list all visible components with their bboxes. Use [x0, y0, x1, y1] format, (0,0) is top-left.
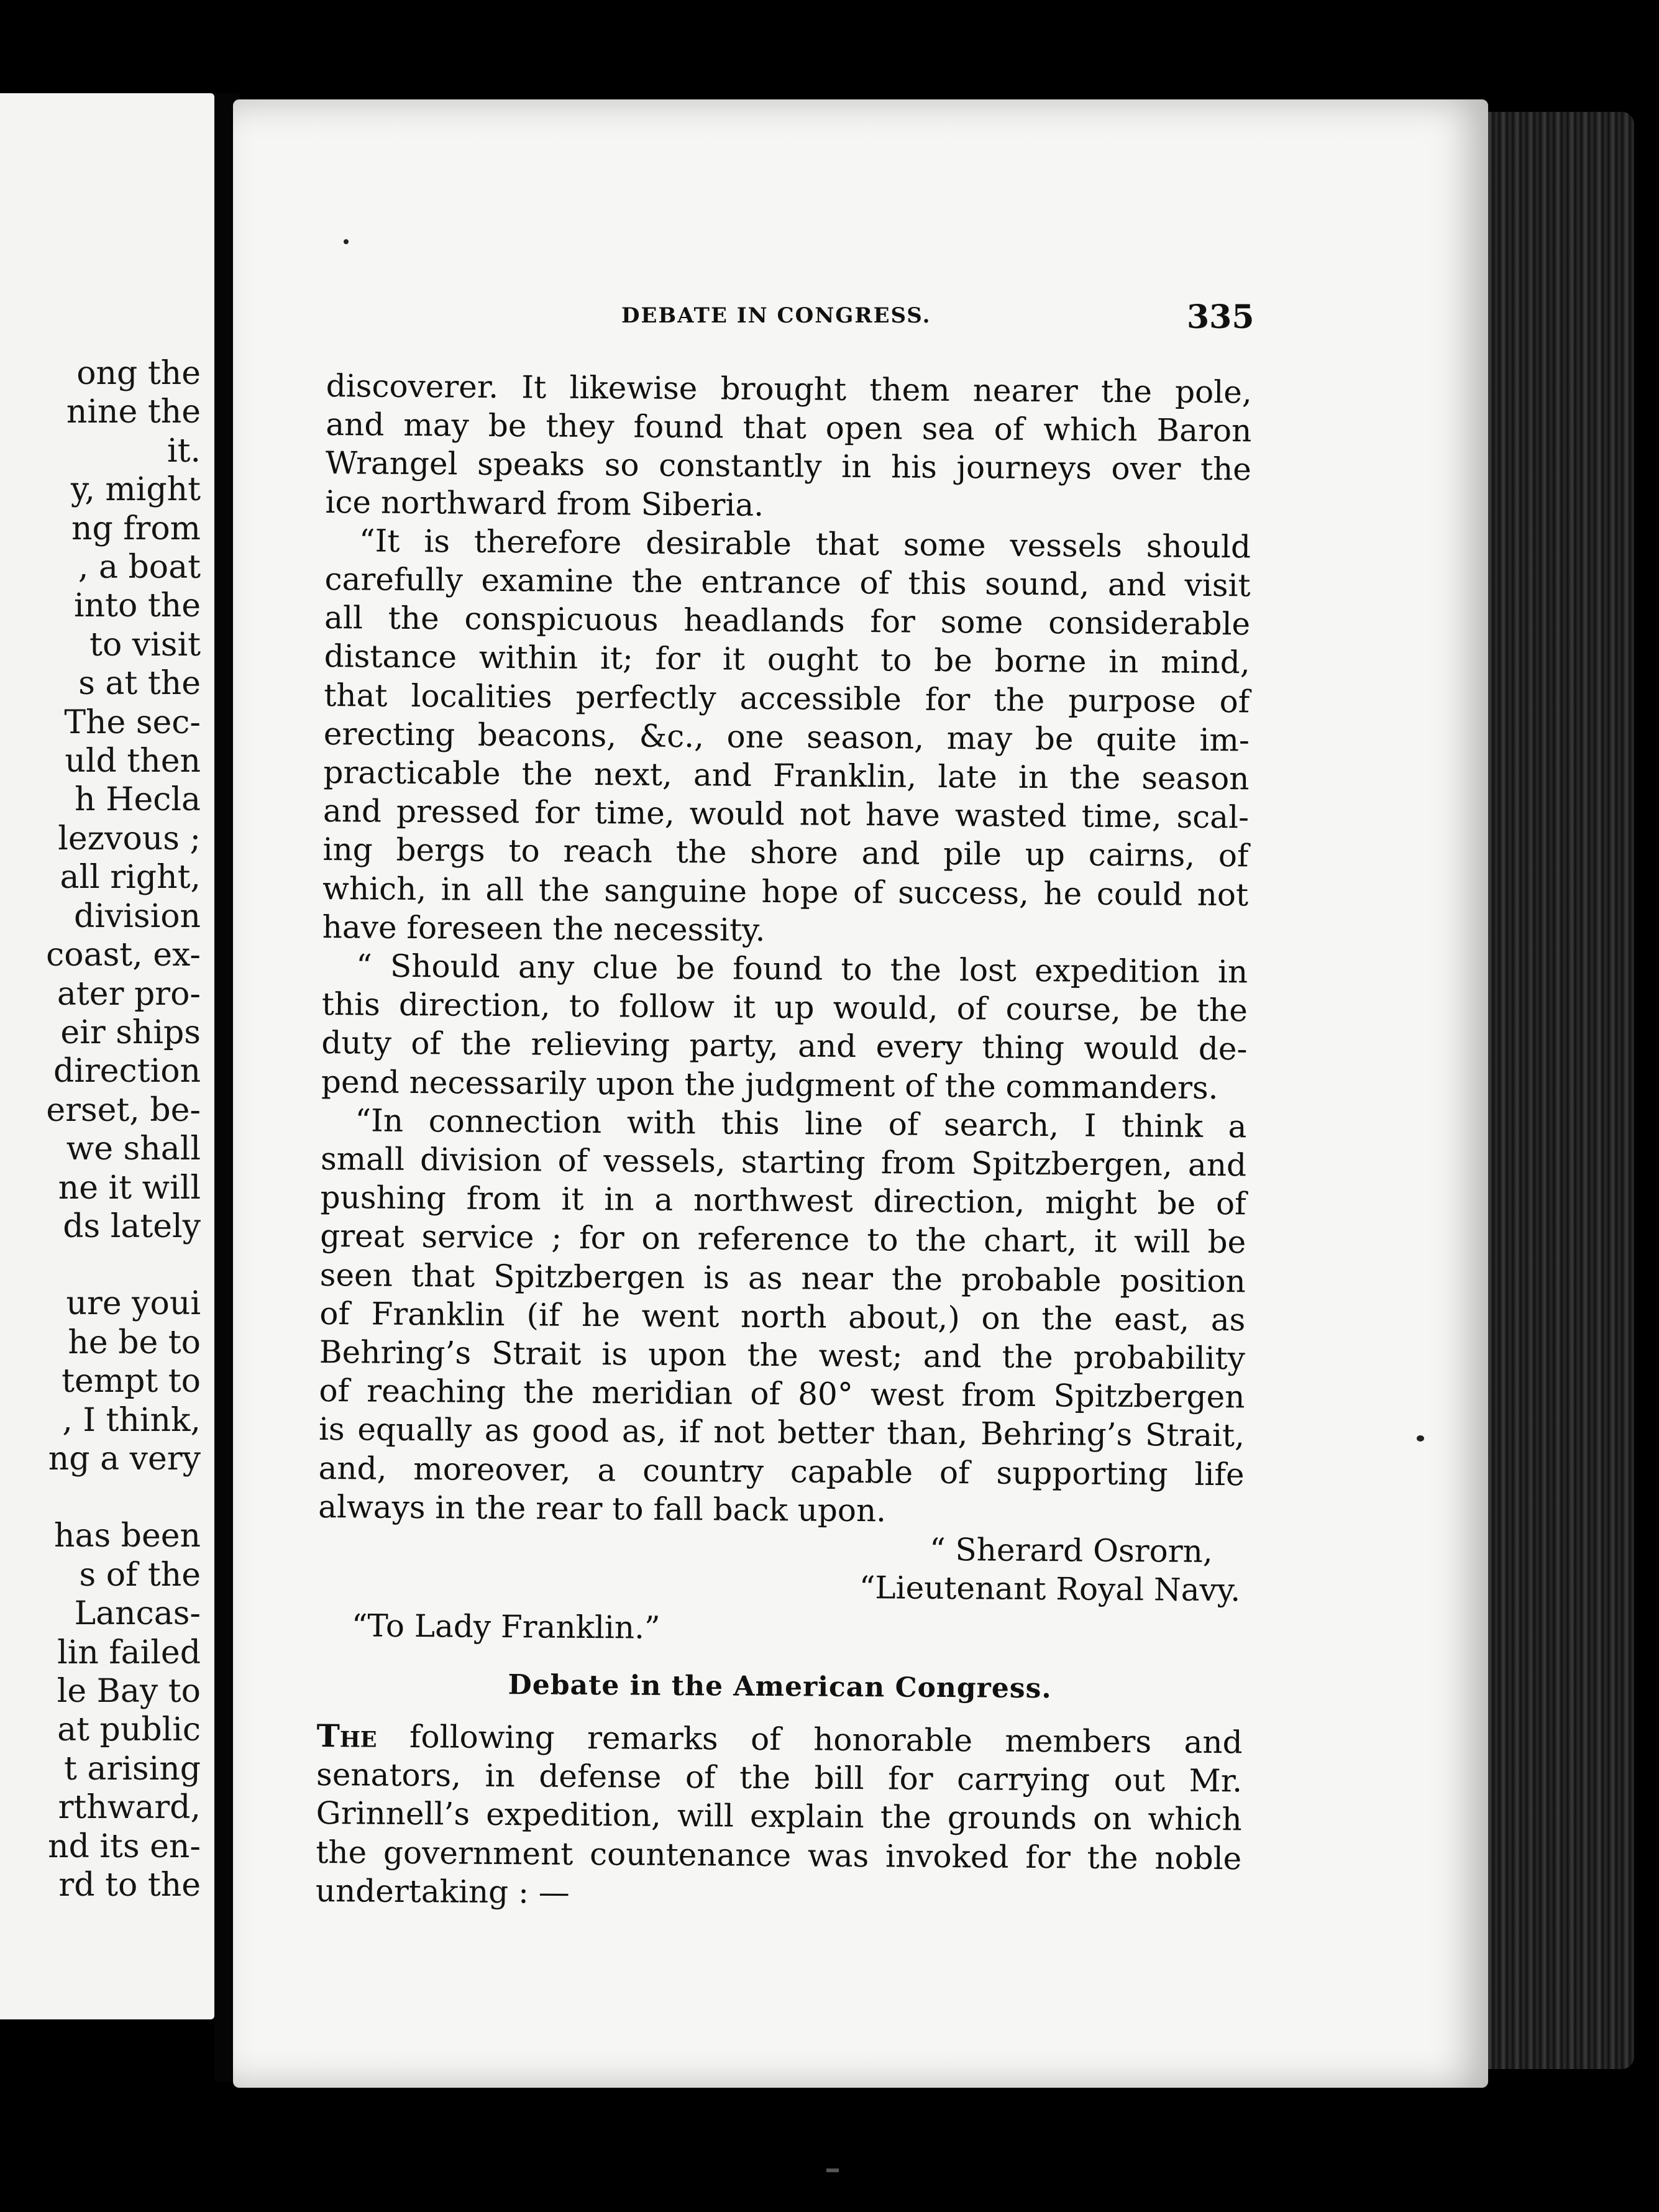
body-line: “ Should any clue be found to the lost expedition in: [356, 948, 1248, 990]
body-line: distance within it; for it ought to be borne in mind,: [324, 638, 1250, 681]
body-line: small division of vessels, starting from Spitzbergen, and: [320, 1141, 1247, 1184]
section-line: Grinnell’s expedition, will explain the grounds on which: [316, 1795, 1242, 1838]
body-line: always in the rear to fall back upon.: [318, 1488, 887, 1529]
facing-page-line: coast, ex-: [46, 936, 201, 974]
facing-page-line: h Hecla: [75, 781, 201, 819]
section-lead-word: The: [316, 1717, 377, 1755]
facing-page-line: s of the: [79, 1556, 201, 1594]
facing-page-line: lezvous ;: [58, 820, 201, 857]
body-line: is equally as good as, if not better than, Behring’s Strait,: [318, 1411, 1245, 1454]
facing-page-line: ne it will: [58, 1169, 201, 1207]
facing-page-line: rthward,: [58, 1789, 201, 1827]
body-line: carefully examine the entrance of this sound, and visit: [324, 561, 1251, 604]
facing-page-line: ong the: [76, 355, 201, 392]
facing-page-line: into the: [63, 587, 201, 625]
body-line: this direction, to follow it up would, of course, be the: [321, 986, 1248, 1029]
section-heading: Debate in the American Congress.: [508, 1668, 1052, 1704]
page-edges: [1473, 112, 1634, 2069]
body-line: of Franklin (if he went north about,) on the east, as: [319, 1295, 1246, 1338]
facing-page-line: Lancas-: [64, 1595, 201, 1633]
section-line: the government countenance was invoked for the noble: [316, 1834, 1242, 1876]
facing-page-line: ng from: [71, 510, 201, 547]
body-line: pushing from it in a northwest direction, might be of: [320, 1179, 1246, 1222]
body-line: practicable the next, and Franklin, late in the season: [323, 754, 1250, 797]
section-paragraph: [316, 1755, 1243, 1916]
letter-closing: “To Lady Franklin.”: [351, 1607, 660, 1646]
facing-page-line: , a boat: [78, 549, 201, 587]
body-line: ing bergs to reach the shore and pile up cairns, of: [322, 831, 1249, 874]
facing-page-left: [0, 93, 214, 2019]
signature-rank: “Lieutenant Royal Navy.: [859, 1570, 1241, 1609]
facing-page-line: it.: [167, 432, 201, 470]
body-line: “It is therefore desirable that some vessels should: [359, 523, 1251, 565]
body-paragraphs: [318, 367, 1252, 1532]
body-line: and pressed for time, would not have wasted time, scal-: [322, 793, 1250, 836]
ink-speck: [344, 239, 349, 244]
body-line: “In connection with this line of search, I think a: [355, 1102, 1247, 1145]
facing-page-line: erset, be-: [46, 1091, 201, 1129]
book-page: [233, 99, 1488, 2088]
facing-page-line: t arising: [63, 1750, 201, 1788]
facing-page-line: all right,: [60, 859, 201, 897]
facing-page-line: ng a very: [48, 1440, 201, 1478]
facing-page-line: ds lately: [63, 1207, 201, 1245]
facing-page-line: y, might: [70, 471, 201, 509]
facing-page-line: we shall: [66, 1130, 201, 1168]
body-line: and may be they found that open sea of which Baron: [326, 406, 1252, 449]
section-first-line: [316, 1717, 1242, 1762]
facing-page-line: has been: [53, 1517, 201, 1555]
facing-page-line: ater pro-: [57, 975, 201, 1013]
body-line: which, in all the sanguine hope of success, he could not: [322, 870, 1249, 913]
body-line: all the conspicuous headlands for some considerable: [324, 600, 1251, 642]
facing-page-line: eir ships: [60, 1013, 201, 1051]
signature-name: “ Sherard Osrorn,: [929, 1531, 1213, 1570]
facing-page-line: uld then: [65, 743, 201, 780]
facing-page-line: nine the: [66, 393, 201, 431]
facing-page-line: s at the: [78, 665, 201, 703]
page-number: 335: [1187, 298, 1255, 336]
facing-page-line: , I think,: [62, 1401, 201, 1439]
body-line: discoverer. It likewise brought them nearer the pole,: [326, 367, 1252, 411]
body-line: ice northward from Siberia.: [325, 483, 764, 523]
facing-page-line: rd to the: [58, 1867, 201, 1904]
body-line: of reaching the meridian of 80° west from Spitzbergen: [319, 1373, 1245, 1415]
facing-page-line: lin failed: [57, 1634, 201, 1671]
body-line: that localities perfectly accessible for the purpose of: [324, 677, 1250, 720]
facing-page-line: le Bay to: [57, 1673, 201, 1710]
section-line: senators, in defense of the bill for carrying out Mr.: [316, 1757, 1243, 1799]
facing-page-line: division: [63, 897, 201, 935]
body-line: great service ; for on reference to the chart, it will be: [320, 1218, 1246, 1261]
facing-page-text: [46, 354, 201, 1904]
page-body: [316, 367, 1252, 1916]
facing-page-line: at public: [57, 1711, 201, 1749]
body-line: erecting beacons, &c., one season, may be quite im-: [323, 715, 1250, 759]
ink-speck: [1417, 1435, 1424, 1442]
body-line: duty of the relieving party, and every thing would de-: [321, 1025, 1248, 1067]
body-line: Wrangel speaks so constantly in his journeys over the: [325, 445, 1252, 488]
facing-page-gap: [46, 1246, 201, 1284]
facing-page-line: to visit: [79, 626, 201, 664]
facing-page-line: The sec-: [64, 703, 201, 741]
section-line: undertaking : —: [315, 1872, 570, 1911]
section-first-line-text: following remarks of honorable members and: [377, 1718, 1243, 1761]
body-line: and, moreover, a country capable of supporting life: [318, 1450, 1245, 1493]
running-head: [233, 298, 1488, 336]
body-line: Behring’s Strait is upon the west; and the probability: [319, 1334, 1246, 1377]
running-title: DEBATE IN CONGRESS.: [621, 303, 931, 328]
facing-page-line: nd its en-: [48, 1827, 201, 1865]
body-line: pend necessarily upon the judgment of the commanders.: [321, 1063, 1218, 1106]
facing-page-line: direction: [53, 1053, 201, 1090]
facing-page-gap: [46, 1478, 201, 1517]
facing-page-line: tempt to: [62, 1363, 201, 1401]
body-line: have foreseen the necessity.: [322, 908, 766, 948]
facing-page-line: he be to: [57, 1323, 201, 1361]
body-line: seen that Spitzbergen is as near the probable position: [319, 1256, 1246, 1300]
scan-mark: [826, 2169, 839, 2172]
facing-page-line: ure youi: [66, 1285, 201, 1323]
